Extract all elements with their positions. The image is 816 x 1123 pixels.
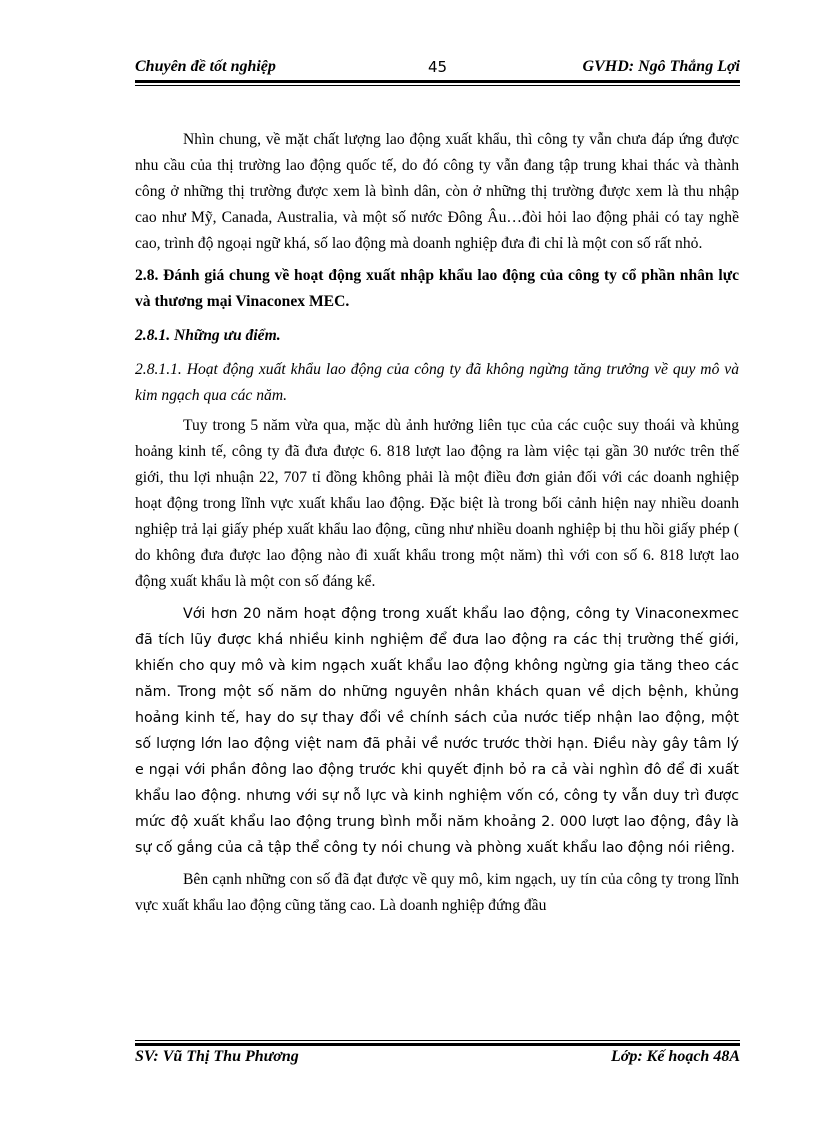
page-body — [135, 127, 739, 925]
header-advisor: GVHD: Ngô Thắng Lợi — [582, 58, 740, 75]
page-number: 45 — [427, 58, 448, 76]
heading-2-8-1-1: 2.8.1.1. Hoạt động xuất khẩu lao động của công ty đã không ngừng tăng trưởng về quy mô và kim ngạch qua các năm. — [135, 361, 739, 404]
paragraph-summary: Nhìn chung, về mặt chất lượng lao động xuất khẩu, thì công ty vẫn chưa đáp ứng được nhu cầu của thị trường lao động quốc tế, do đó công ty vẫn đang tập trung khai thác và thành công ở những thị trường được xem là bình dân, còn ở những thị trường được xem là thu nhập cao như Mỹ, Canada, Australia, và một số nước Đông Âu…đòi hỏi lao động phải có tay nghề cao, trình độ ngoại ngữ khá, số lao động mà doanh nghiệp đưa đi chỉ là một con số rất nhỏ. — [135, 131, 739, 252]
footer-student: SV: Vũ Thị Thu Phương — [135, 1048, 299, 1065]
header-rule — [135, 80, 740, 86]
heading-2-8-1: 2.8.1. Những ưu điểm. — [135, 327, 281, 344]
page-footer — [135, 1046, 740, 1072]
paragraph-experience: Với hơn 20 năm hoạt động trong xuất khẩu lao động, công ty Vinaconexmec đã tích lũy được khá nhiều kinh nghiệm để đưa lao động ra các thị trường thế giới, khiến cho quy mô và kim ngạch xuất khẩu lao động không ngừng gia tăng theo các năm. Trong một số năm do những nguyên nhân khách quan về dịch bệnh, khủng hoảng kinh tế, hay do sự thay đổi về chính sách của nước tiếp nhận lao động, một số lượng lớn lao động việt nam đã phải về nước trước thời hạn. Điều này gây tâm lý e ngại với phần đông lao động trước khi quyết định bỏ ra cả vài nghìn đô để đi xuất khẩu lao động. nhưng với sự nỗ lực và kinh nghiệm vốn có, công ty vẫn duy trì được mức độ xuất khẩu lao động trung bình mỗi năm khoảng 2. 000 lượt lao động, đây là sự cố gắng của cả tập thể công ty nói chung và phòng xuất khẩu lao động nói riêng. — [135, 606, 739, 856]
heading-2-8: 2.8. Đánh giá chung về hoạt động xuất nhập khẩu lao động của công ty cổ phần nhân lực và thương mại Vinaconex MEC. — [135, 267, 739, 310]
paragraph-reputation: Bên cạnh những con số đã đạt được về quy mô, kim ngạch, uy tín của công ty trong lĩnh vực xuất khẩu lao động cũng tăng cao. Là doanh nghiệp đứng đầu — [135, 871, 739, 914]
page-header — [135, 56, 740, 82]
paragraph-growth: Tuy trong 5 năm vừa qua, mặc dù ảnh hưởng liên tục của các cuộc suy thoái và khủng hoảng kinh tế, công ty đã đưa được 6. 818 lượt lao động ra làm việc tại gần 30 nước trên thế giới, thu lợi nhuận 22, 707 tỉ đồng không phải là một điều đơn giản đối với các doanh nghiệp hoạt động trong lĩnh vực xuất khẩu lao động. Đặc biệt là trong bối cảnh hiện nay nhiều doanh nghiệp trả lại giấy phép xuất khẩu lao động, cũng như nhiều doanh nghiệp bị thu hồi giấy phép ( do không đưa được lao động nào đi xuất khẩu trong một năm) thì với con số 6. 818 lượt lao động xuất khẩu là một con số đáng kể. — [135, 417, 739, 590]
header-title: Chuyên đề tốt nghiệp — [135, 58, 276, 75]
footer-class: Lớp: Kế hoạch 48A — [610, 1048, 740, 1065]
